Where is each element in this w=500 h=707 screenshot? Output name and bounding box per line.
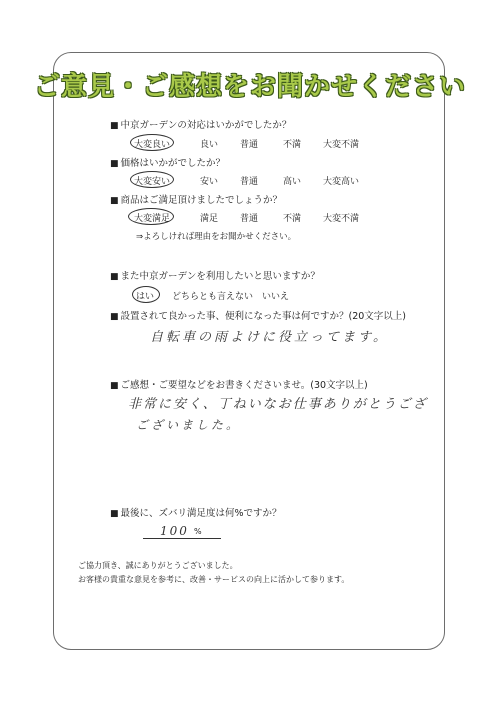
question-text: ご感想・ご要望などをお書きくださいませ。(30文字以上) xyxy=(120,380,368,391)
bullet-mark: ■ xyxy=(110,509,119,519)
question-reuse xyxy=(110,268,320,282)
handwritten-percent-value: 100 xyxy=(160,524,189,538)
footer-thanks: ご協力頂き、誠にありがとうございました。 xyxy=(78,561,238,570)
option-choice[interactable]: 普通 xyxy=(240,214,259,224)
bullet-mark: ■ xyxy=(110,121,119,131)
question-price xyxy=(110,155,225,169)
percent-unit: % xyxy=(194,527,202,536)
handwritten-answer-line2: ございました。 xyxy=(136,418,242,432)
bullet-mark: ■ xyxy=(110,159,119,169)
option-choice[interactable]: 良い xyxy=(200,140,219,150)
handwritten-answer-line1: 非常に安く、丁ねいなお仕事ありがとうござ xyxy=(128,397,428,412)
option-choice[interactable]: 普通 xyxy=(240,140,259,150)
question-comments xyxy=(110,377,368,391)
option-choice[interactable]: 不満 xyxy=(283,140,302,150)
option-choice[interactable]: 大変不満 xyxy=(323,214,360,224)
question-text: 最後に、ズバリ満足度は何%ですか？ xyxy=(120,508,282,519)
answer-underline xyxy=(143,538,221,539)
option-choice[interactable]: いいえ xyxy=(262,292,290,302)
option-choice[interactable]: 高い xyxy=(283,177,302,187)
option-choice[interactable]: 大変満足 xyxy=(134,214,171,224)
option-choice[interactable]: 安い xyxy=(200,177,219,187)
question-text: 設置されて良かった事、便利になった事は何ですか？(20文字以上) xyxy=(120,311,407,322)
question-satisfaction-service xyxy=(110,117,291,131)
footer-message: お客様の貴重な意見を参考に、改善・サービスの向上に活かして参ります。 xyxy=(78,575,350,584)
question-text: また中京ガーデンを利用したいと思いますか？ xyxy=(120,271,320,282)
option-choice[interactable]: 大変不満 xyxy=(323,140,360,150)
handwritten-answer-benefit: 自転車の雨よけに役立ってます。 xyxy=(150,330,389,345)
option-choice[interactable]: 大変良い xyxy=(134,140,171,150)
option-choice[interactable]: どちらとも言えない xyxy=(172,292,254,302)
option-choice[interactable]: 大変高い xyxy=(323,177,360,187)
option-choice[interactable]: 普通 xyxy=(240,177,259,187)
question-text: 価格はいかがでしたか？ xyxy=(120,158,226,169)
option-choice[interactable]: はい xyxy=(136,292,155,302)
option-choice[interactable]: 大変安い xyxy=(134,177,171,187)
bullet-mark: ■ xyxy=(110,196,119,206)
option-choice[interactable]: 満足 xyxy=(200,214,219,224)
question-text: 商品はご満足頂けましたでしょうか？ xyxy=(120,195,283,206)
question-text: 中京ガーデンの対応はいかがでしたか？ xyxy=(120,120,292,131)
bullet-mark: ■ xyxy=(110,272,119,282)
bullet-mark: ■ xyxy=(110,312,119,322)
question-satisfaction-percent xyxy=(110,505,282,519)
question-product xyxy=(110,192,282,206)
question-benefit xyxy=(110,308,406,322)
bullet-mark: ■ xyxy=(110,381,119,391)
page-title: ご意見・ご感想をお聞かせください xyxy=(33,72,466,102)
reason-prompt: ⇒よろしければ理由をお聞かせください。 xyxy=(136,232,297,242)
option-choice[interactable]: 不満 xyxy=(283,214,302,224)
